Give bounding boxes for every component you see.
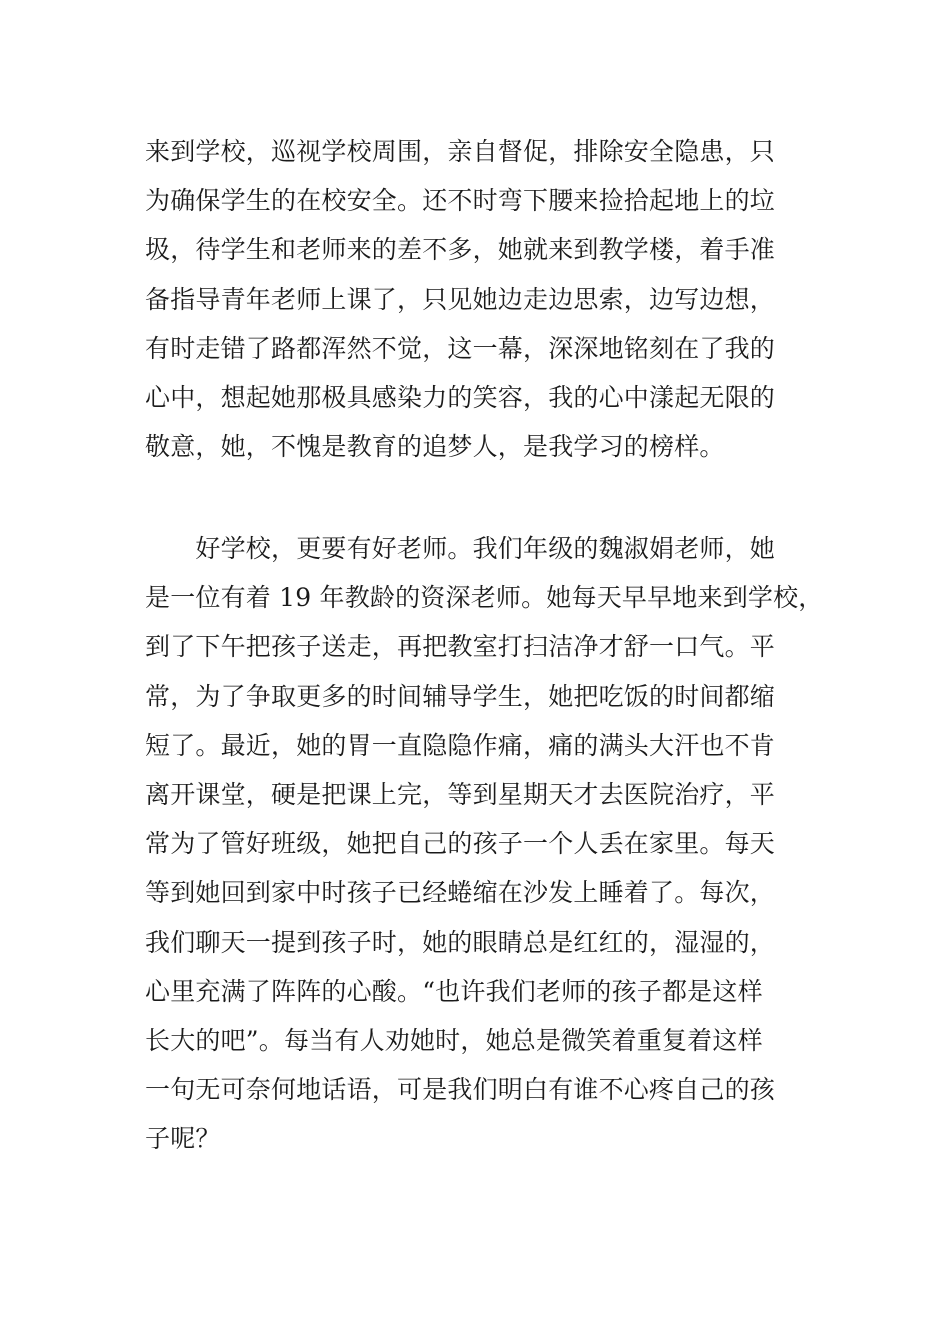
text-line: 等到她回到家中时孩子已经蜷缩在沙发上睡着了。每次， (145, 878, 776, 908)
text-line: 备指导青年老师上课了，只见她边走边思索，边写边想， (145, 284, 776, 314)
text-line (145, 1163, 825, 1212)
text-line: 有时走错了路都浑然不觉，这一幕，深深地铭刻在了我的 (145, 333, 776, 363)
text-line: 长大的吧”。每当有人劝她时，她总是微笑着重复着这样 (145, 1025, 763, 1055)
text-line: 我们聊天一提到孩子时，她的眼睛总是红红的，湿湿的， (145, 927, 776, 957)
text-line: 敬意，她，不愧是教育的追梦人，是我学习的榜样。 (145, 432, 725, 462)
paragraph-2 (145, 524, 825, 1213)
text-line: 来到学校，巡视学校周围，亲自督促，排除安全隐患，只 (145, 137, 776, 166)
text-line: 为确保学生的在校安全。还不时弯下腰来捡拾起地上的垃 (145, 186, 776, 216)
text-line: 常为了管好班级，她把自己的孩子一个人丢在家里。每天 (145, 829, 776, 859)
text-line: 是一位有着 19 年教龄的资深老师。她每天早早地来到学校， (145, 583, 824, 613)
text-line: 子呢？ (145, 1124, 221, 1154)
text-line: 圾，待学生和老师来的差不多，她就来到教学楼，着手准 (145, 235, 776, 265)
text-line: 心里充满了阵阵的心酸。“也许我们老师的孩子都是这样 (145, 976, 763, 1006)
paragraph-1 (145, 127, 825, 471)
text-line: 短了。最近，她的胃一直隐隐作痛，痛的满头大汗也不肯 (145, 730, 776, 760)
text-line: 到了下午把孩子送走，再把教室打扫洁净才舒一口气。平 (145, 632, 776, 662)
text-line: 常，为了争取更多的时间辅导学生，她把吃饭的时间都缩 (145, 681, 776, 711)
text-line: 离开课堂，硬是把课上完，等到星期天才去医院治疗，平 (145, 779, 776, 809)
text-line: 一句无可奈何地话语，可是我们明白有谁不心疼自己的孩 (145, 1075, 776, 1105)
text-line: 好学校，更要有好老师。我们年级的魏淑娟老师，她 (145, 534, 776, 563)
text-line: 心中，想起她那极具感染力的笑容，我的心中漾起无限的 (145, 382, 776, 412)
